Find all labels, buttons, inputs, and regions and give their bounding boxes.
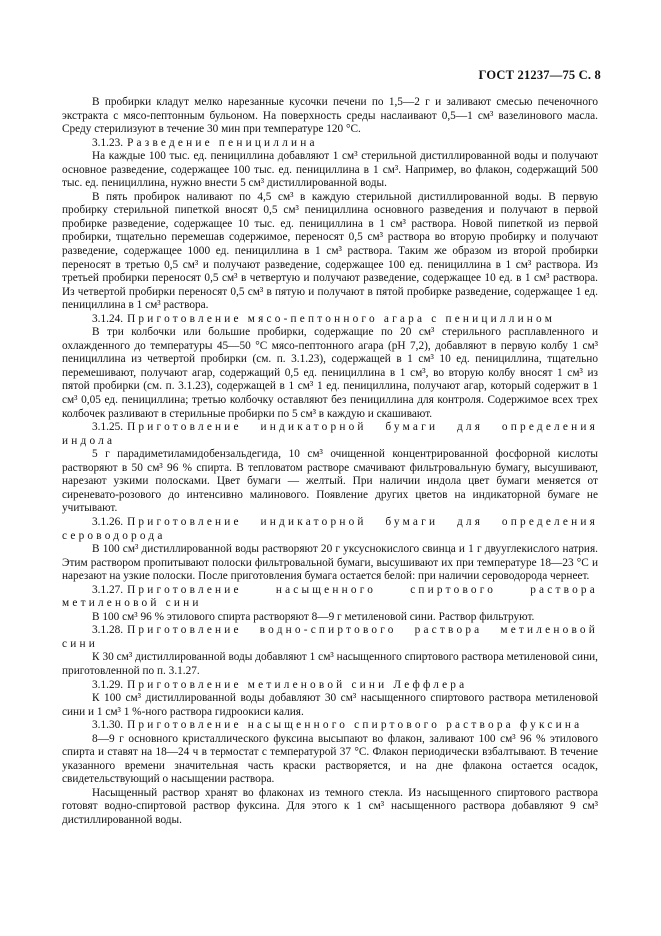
paragraph-3-1-26: В 100 см³ дистиллированной воды растворяют 20 г уксуснокислого свинца и 1 г двууглекислого натрия. Этим раствором пропитывают полоски фильтровальной бумаги, высушивают их при температуре 18—23 °С и нарезают на узкие полоски. После приготовления бумага остается белой: при наличии сероводорода чернеет.: [62, 543, 598, 583]
paragraph-3-1-23-b: В пять пробирок наливают по 4,5 см³ в каждую стерильной дистиллированной воды. В первую пробирку стерильной пипеткой вносят 0,5 см³ пенициллина основного разведения и получают в первой пробирке разведение, содержащее 10 тыс. ед. пенициллина в 1 см³ раствора. Новой пипеткой из первой пробирки, тщательно перемешав содержимое, переносят 0,5 см³ раствора во вторую пробирку и получают разведение, содержащее 1000 ед. пенициллина в 1 см³ раствора. Таким же образом из второй пробирки переносят в третью 0,5 см³ и получают разведение, содержащее 100 ед. пенициллина в 1 см³ раствора. Из третьей пробирки переносят 0,5 см³ в четвертую и получают разведение, содержащее 10 ед. в 1 см³ раствора. Из четвертой пробирки переносят 0,5 см³ в пятую и получают в пятой пробирке разведение, содержащее 1 ед. пенициллина в 1 см³ раствора.: [62, 190, 598, 312]
paragraph-3-1-29: К 100 см³ дистиллированной воды добавляют 30 см³ насыщенного спиртового раствора метиленовой сини и 1 см³ 1 %-ного раствора гидроокиси калия.: [62, 692, 598, 718]
section-title: Разведение пенициллина: [127, 136, 318, 149]
section-number: 3.1.28.: [92, 624, 124, 637]
paragraph-3-1-30-b: Насыщенный раствор хранят во флаконах из темного стекла. Из насыщенного спиртового раствора готовят водно-спиртовой раствор фуксина. Для этого к 1 см³ насыщенного раствора добавляют 9 см³ дистиллированной воды.: [62, 786, 598, 826]
paragraph-3-1-28: К 30 см³ дистиллированной воды добавляют 1 см³ насыщенного спиртового раствора метиленовой сини, приготовленной по п. 3.1.27.: [62, 651, 598, 677]
paragraph-3-1-23-a: На каждые 100 тыс. ед. пенициллина добавляют 1 см³ стерильной дистиллированной воды и получают основное разведение, содержащее 100 тыс. ед. пенициллина в 1 см³. Например, во флакон, содержащий 500 тыс. ед. пенициллина, нужно внести 5 см³ дистиллированной воды.: [62, 150, 598, 190]
paragraph-3-1-30-a: 8—9 г основного кристаллического фуксина высыпают во флакон, заливают 100 см³ 96 % этилового спирта и ставят на 18—24 ч в термостат с температурой 37 °С. Флакон периодически взбалтывают. В течение указанного времени значительная часть краски растворяется, и на дне флакона остается осадок, свидетельствующий о насыщении раствора.: [62, 732, 598, 786]
section-heading-3-1-29: [62, 679, 598, 693]
section-title: Приготовление насыщенного спиртового раствора метиленовой сини: [62, 583, 598, 610]
page-header: ГОСТ 21237—75 С. 8: [478, 68, 601, 82]
section-heading-3-1-30: [62, 719, 598, 733]
section-heading-3-1-27: [62, 584, 598, 611]
section-number: 3.1.25.: [92, 421, 124, 434]
section-heading-3-1-25: [62, 421, 598, 448]
section-title: Приготовление индикаторной бумаги для определения сероводорода: [62, 515, 598, 542]
section-title: Приготовление индикаторной бумаги для определения индола: [62, 421, 598, 447]
section-heading-3-1-23: [62, 137, 598, 151]
section-title: Приготовление метиленовой сини Леффлера: [127, 678, 468, 691]
section-number: 3.1.29.: [92, 678, 124, 691]
document-body: [62, 96, 598, 828]
section-title: Приготовление насыщенного спиртового раствора фуксина: [127, 719, 583, 732]
paragraph-3-1-24: В три колбочки или большие пробирки, содержащие по 20 см³ стерильного расплавленного и охлажденного до температуры 45—50 °С мясо-пептонного агара (рН 7,2), добавляют в первую колбу 1 см³ пенициллина из четвертой пробирки (см. п. 3.1.23), содержащей в 1 см³ 10 ед. пенициллина, тщательно перемешивают, получают агар, содержащий 0,5 ед. пенициллина в 1 см³, во вторую колбу вносят 1 см³ из пятой пробирки (см. п. 3.1.23), содержащей в 1 см³ 1 ед. пенициллина, получают агар, который содержит в 1 см³ 0,05 ед. пенициллина; третью колбочку оставляют без пенициллина для контроля. Содержимое всех трех колбочек разливают в стерильные пробирки по 5 см³ в каждую и скашивают.: [62, 326, 598, 420]
section-title: Приготовление мясо-пептонного агара с пенициллином: [127, 312, 556, 325]
section-number: 3.1.24.: [92, 312, 124, 325]
paragraph-3-1-25: 5 г парадиметиламидобензальдегида, 10 см³ очищенной концентрированной фосфорной кислоты растворяют в 50 см³ 96 % спирта. В тепловатом растворе смачивают фильтровальную бумагу, высушивают, нарезают узкими полосками. Цвет бумаги — желтый. При наличии индола цвет бумаги меняется от сиреневато-розового до интенсивно малинового. Появление других цветов на индикаторной бумаге не учитывают.: [62, 448, 598, 515]
section-heading-3-1-28: [62, 624, 598, 651]
section-number: 3.1.27.: [92, 583, 124, 596]
section-heading-3-1-26: [62, 516, 598, 543]
section-heading-3-1-24: [62, 313, 598, 327]
section-number: 3.1.23.: [92, 136, 124, 149]
section-title: Приготовление водно-спиртового раствора метиленовой сини: [62, 624, 598, 650]
paragraph-intro: В пробирки кладут мелко нарезанные кусочки печени по 1,5—2 г и заливают смесью печеночного экстракта с мясо-пептонным бульоном. На поверхность среды наслаивают 0,5—1 см³ вазелинового масла. Среду стерилизуют в течение 30 мин при температуре 120 °С.: [62, 96, 598, 136]
section-number: 3.1.30.: [92, 719, 124, 732]
section-number: 3.1.26.: [92, 515, 124, 528]
paragraph-3-1-27: В 100 см³ 96 % этилового спирта растворяют 8—9 г метиленовой сини. Раствор фильтруют.: [92, 610, 535, 623]
